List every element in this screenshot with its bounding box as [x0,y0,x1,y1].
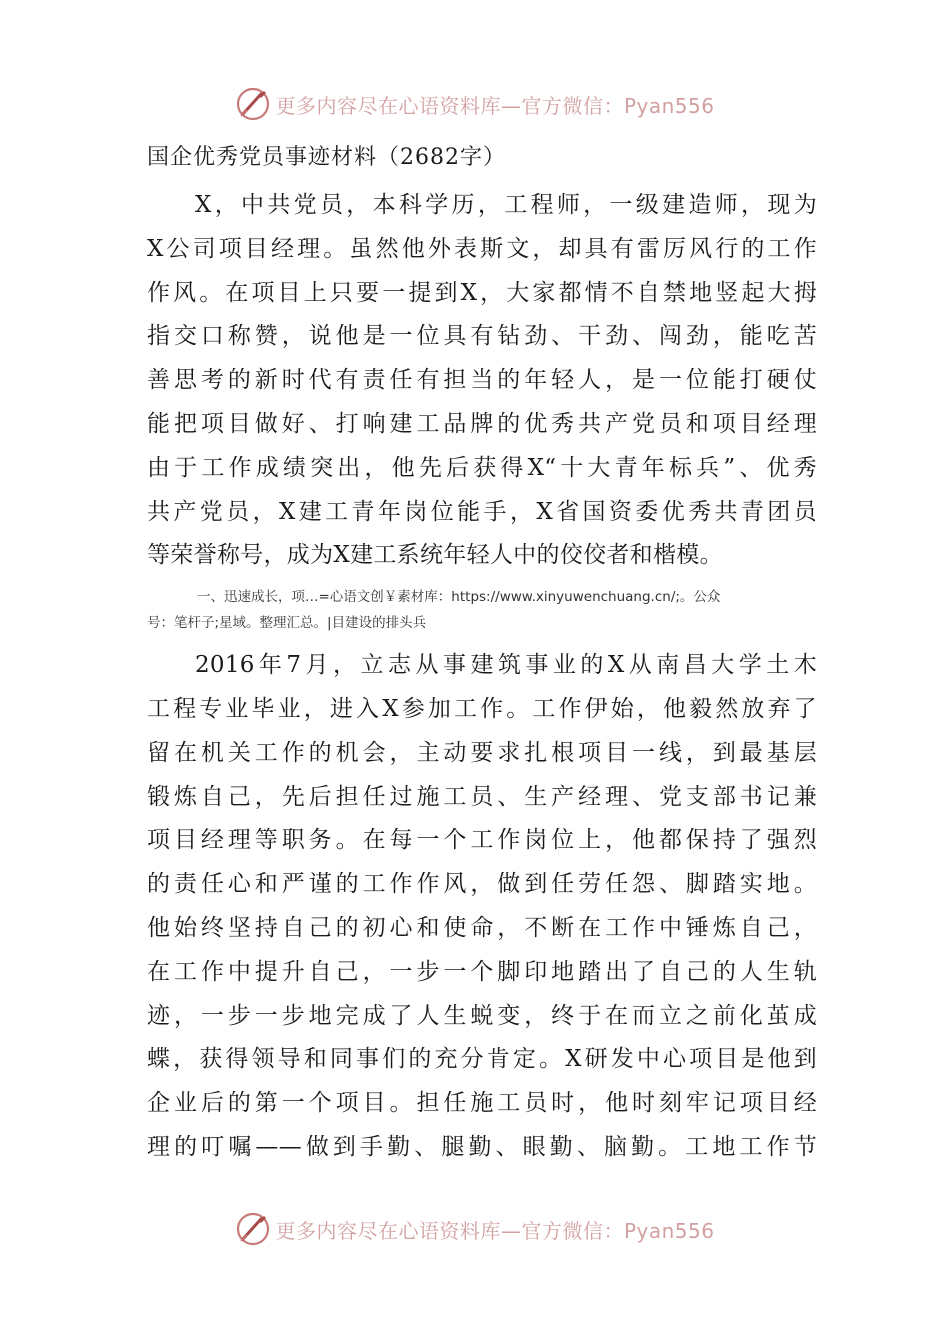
section-note-line: 号：笔杆子;星域。整理汇总。|目建设的排头兵 [147,615,427,632]
text-line: X，中共党员，本科学历，工程师，一级建造师，现为 [195,192,817,218]
paragraph-2 [147,644,817,1170]
text-line: 项目经理等职务。在每一个工作岗位上，他都保持了强烈 [147,827,817,854]
text-line: 蝶，获得领导和同事们的充分肯定。X研发中心项目是他到 [147,1046,817,1073]
section-heading-note [147,584,817,636]
text-line: 由于工作成绩突出，他先后获得X“十大青年标兵”、优秀 [147,454,817,481]
text-line: X公司项目经理。虽然他外表斯文，却具有雷厉风行的工作 [147,235,817,262]
document-body [147,138,817,1170]
text-line: 理的叮嘱——做到手勤、腿勤、眼勤、脑勤。工地工作节 [147,1133,817,1160]
text-line: 的责任心和严谨的工作作风，做到任劳任怨、脚踏实地。 [147,871,817,898]
header-banner [0,84,950,124]
document-title: 国企优秀党员事迹材料（2682字） [147,145,506,170]
banner-text: 更多内容尽在心语资料库—官方微信：Pyan556 [275,93,715,118]
text-line: 共产党员，X建工青年岗位能手，X省国资委优秀共青团员 [147,498,817,525]
pen-circle-logo-icon [235,1211,271,1247]
text-line: 企业后的第一个项目。担任施工员时，他时刻牢记项目经 [147,1090,817,1117]
text-line: 能把项目做好、打响建工品牌的优秀共产党员和项目经理 [147,410,817,437]
text-line: 锻炼自己，先后担任过施工员、生产经理、党支部书记兼 [147,783,817,810]
text-line: 指交口称赞，说他是一位具有钻劲、干劲、闯劲，能吃苦 [147,323,817,350]
text-line: 善思考的新时代有责任有担当的年轻人，是一位能打硬仗 [147,367,817,394]
pen-circle-logo-icon [235,86,271,122]
text-line: 他始终坚持自己的初心和使命，不断在工作中锤炼自己， [147,914,817,941]
paragraph-1 [147,184,817,578]
section-note-line: 一、迅速成长，项…=心语文创￥素材库：https://www.xinyuwenchuang.cn/;。公众 [197,589,721,606]
banner-text: 更多内容尽在心语资料库—官方微信：Pyan556 [275,1218,715,1243]
text-line: 在工作中提升自己，一步一个脚印地踏出了自己的人生轨 [147,958,817,985]
text-line: 迹，一步一步地完成了人生蜕变，终于在而立之前化茧成 [147,1002,817,1029]
text-line: 等荣誉称号，成为X建工系统年轻人中的佼佼者和楷模。 [147,542,723,569]
text-line: 工程专业毕业，进入X参加工作。工作伊始，他毅然放弃了 [147,695,817,722]
text-line: 作风。在项目上只要一提到X，大家都情不自禁地竖起大拇 [147,279,817,306]
text-line: 2016年7月，立志从事建筑事业的X从南昌大学土木 [195,652,817,679]
text-line: 留在机关工作的机会，主动要求扎根项目一线，到最基层 [147,739,817,766]
footer-banner [0,1209,950,1249]
